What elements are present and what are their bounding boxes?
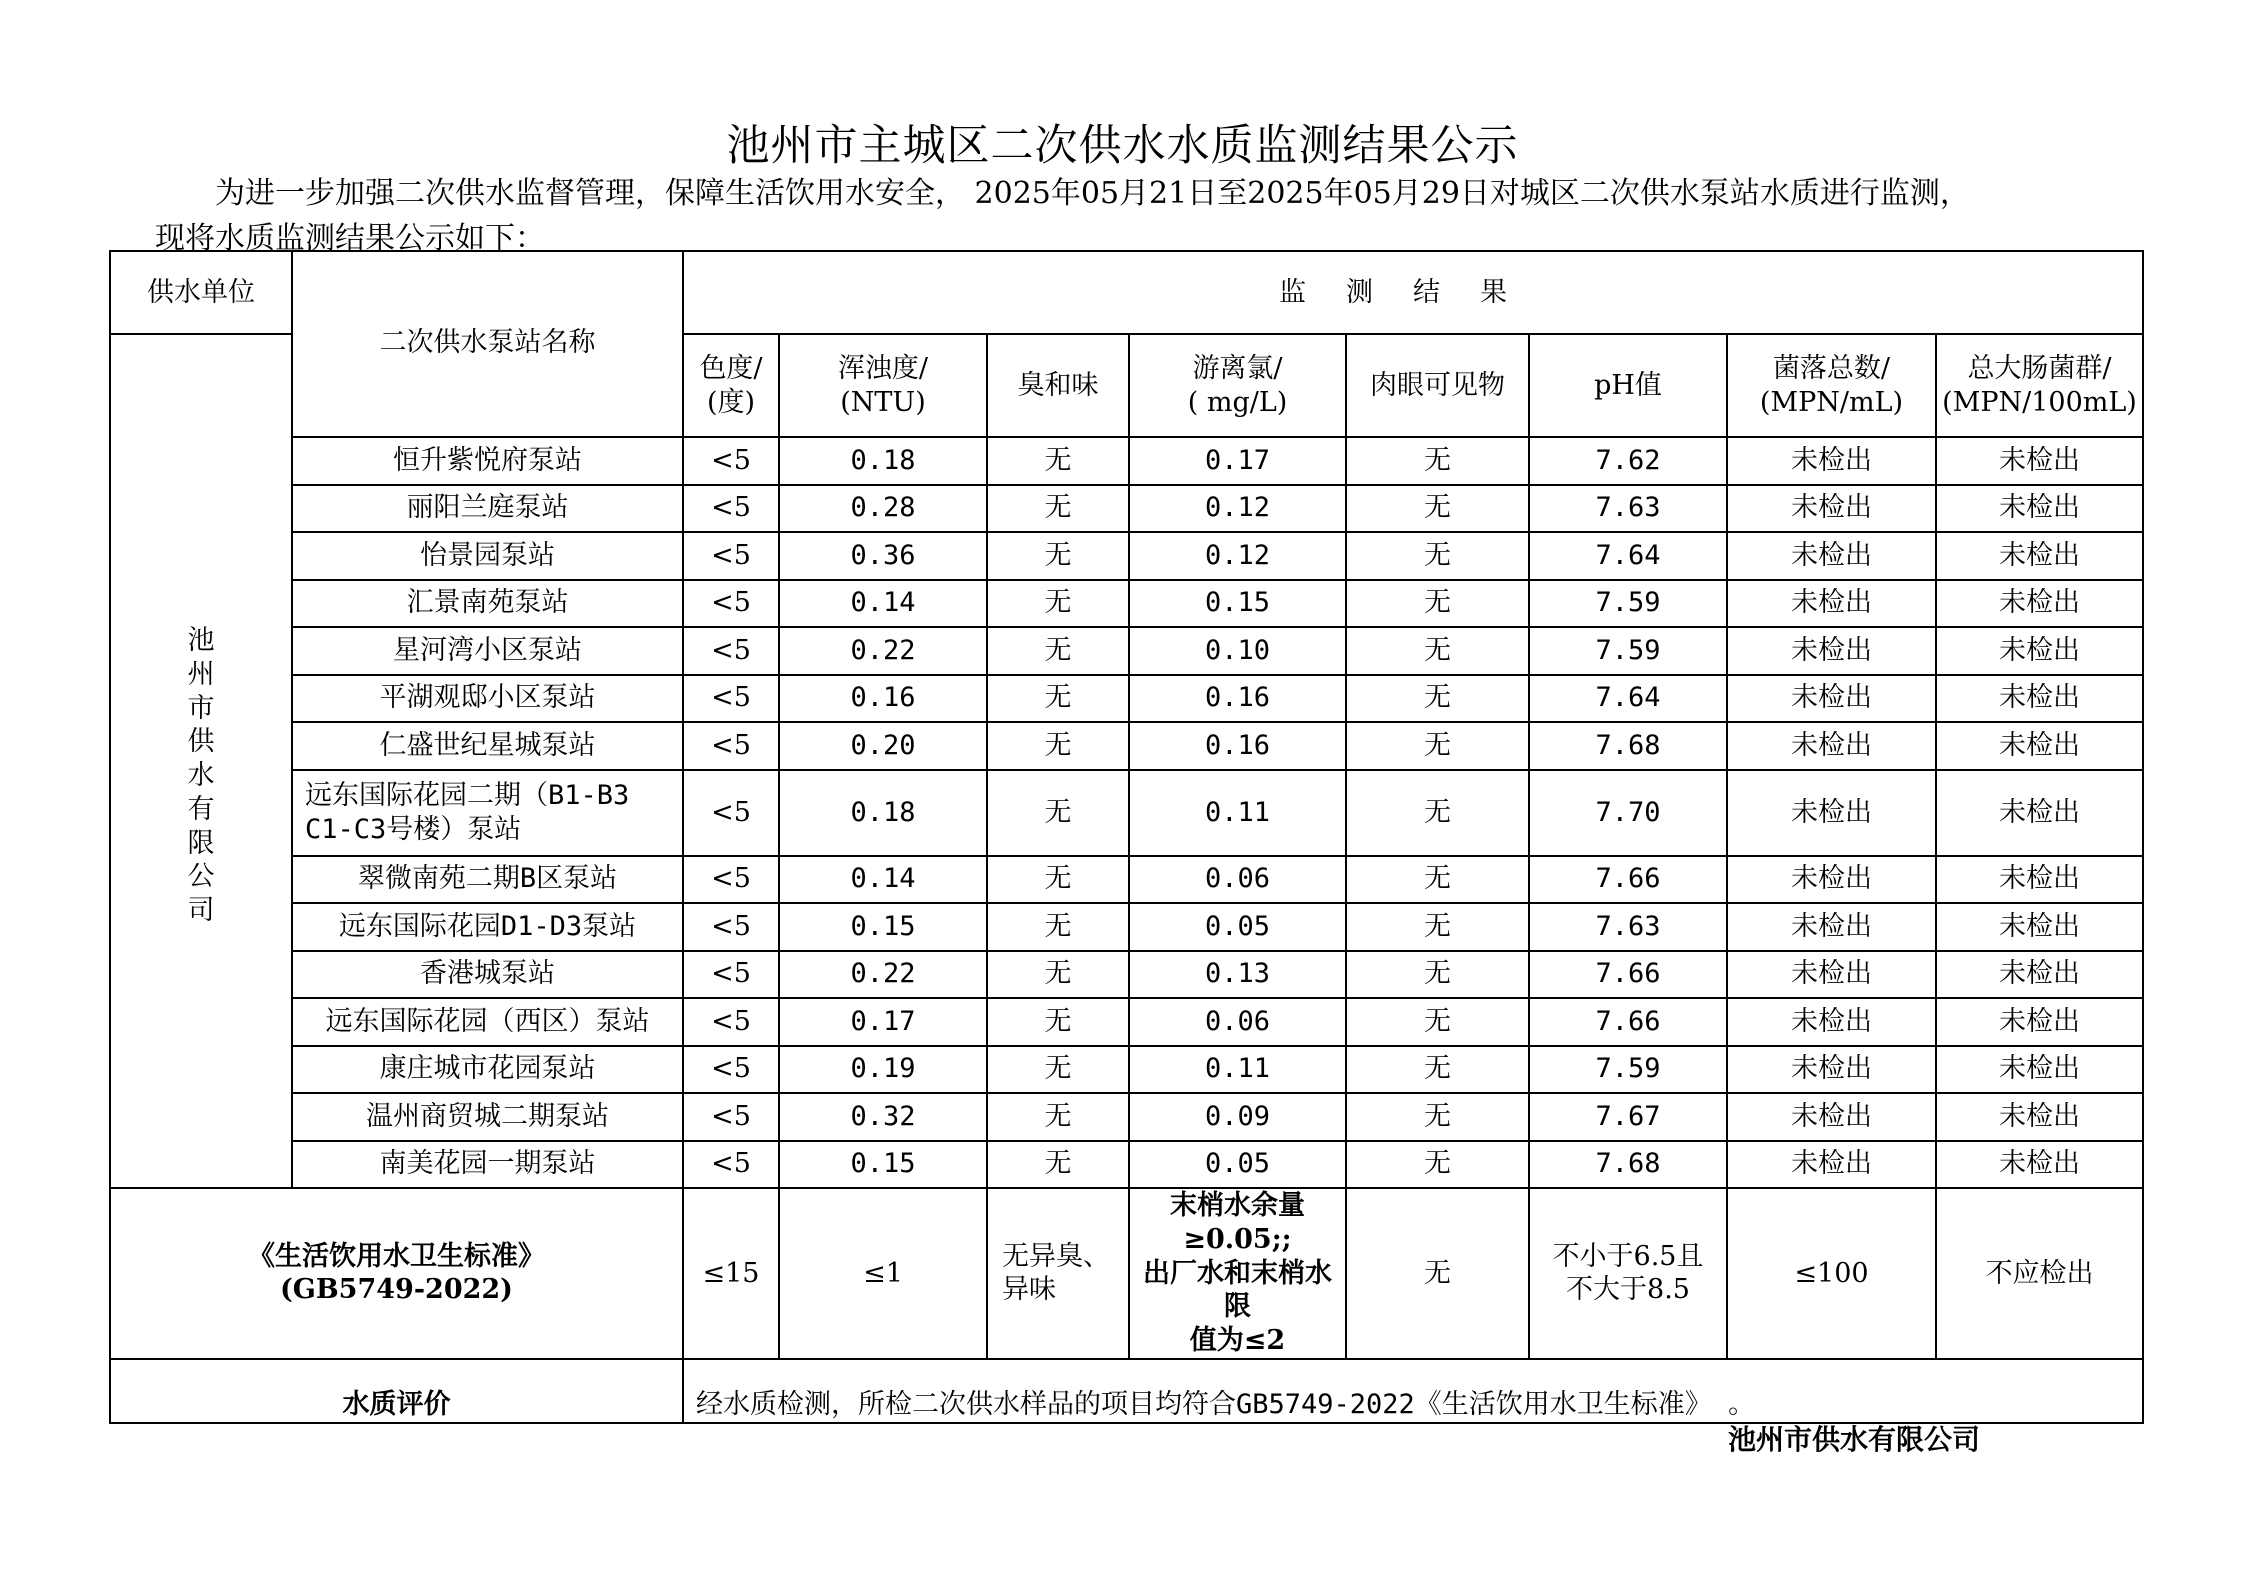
cell-visible: 无 (1346, 722, 1529, 770)
cell-chlorine: 0.13 (1129, 951, 1346, 999)
cell-turbidity: 0.17 (779, 998, 987, 1046)
cell-chlorine: 0.10 (1129, 627, 1346, 675)
cell-odor: 无 (987, 532, 1129, 580)
cell-chlorine: 0.09 (1129, 1093, 1346, 1141)
standard-chlorine-line: 末梢水余量≥0.05;; (1170, 1190, 1305, 1255)
cell-turbidity: 0.18 (779, 437, 987, 485)
cell-color: <5 (683, 951, 779, 999)
station-name: 南美花园一期泵站 (292, 1141, 683, 1189)
cell-color: <5 (683, 627, 779, 675)
cell-visible: 无 (1346, 998, 1529, 1046)
cell-ph: 7.66 (1529, 951, 1727, 999)
cell-ph: 7.63 (1529, 903, 1727, 951)
cell-turbidity: 0.18 (779, 770, 987, 856)
column-header-unit: (度) (706, 386, 756, 418)
station-name: 远东国际花园（西区）泵站 (292, 998, 683, 1046)
cell-color: <5 (683, 437, 779, 485)
column-header-line: 浑浊度/ (837, 352, 929, 384)
cell-turbidity: 0.16 (779, 675, 987, 723)
cell-colony: 未检出 (1727, 856, 1936, 904)
cell-ph: 7.64 (1529, 675, 1727, 723)
cell-colony: 未检出 (1727, 580, 1936, 628)
cell-turbidity: 0.32 (779, 1093, 987, 1141)
station-name: 恒升紫悦府泵站 (292, 437, 683, 485)
column-header-unit: (MPN/100mL) (1942, 386, 2137, 418)
cell-coliform: 未检出 (1936, 856, 2143, 904)
table-row (110, 532, 2143, 580)
cell-color: <5 (683, 903, 779, 951)
cell-visible: 无 (1346, 675, 1529, 723)
cell-turbidity: 0.15 (779, 1141, 987, 1189)
station-name: 香港城泵站 (292, 951, 683, 999)
cell-visible: 无 (1346, 856, 1529, 904)
cell-colony: 未检出 (1727, 437, 1936, 485)
cell-colony: 未检出 (1727, 951, 1936, 999)
header-station-name: 二次供水泵站名称 (292, 251, 683, 437)
cell-ph: 7.59 (1529, 580, 1727, 628)
cell-colony: 未检出 (1727, 485, 1936, 533)
table-row (110, 1093, 2143, 1141)
table-row (110, 856, 2143, 904)
station-name: 仁盛世纪星城泵站 (292, 722, 683, 770)
standard-chlorine-line: 出厂水和末梢水 限 (1143, 1257, 1332, 1323)
standard-coliform: 不应检出 (1936, 1188, 2143, 1359)
cell-color: <5 (683, 1046, 779, 1094)
cell-chlorine: 0.11 (1129, 1046, 1346, 1094)
cell-coliform: 未检出 (1936, 675, 2143, 723)
cell-chlorine: 0.11 (1129, 770, 1346, 856)
table-row (110, 1046, 2143, 1094)
cell-chlorine: 0.05 (1129, 1141, 1346, 1189)
cell-odor: 无 (987, 437, 1129, 485)
cell-ph: 7.67 (1529, 1093, 1727, 1141)
station-name: 星河湾小区泵站 (292, 627, 683, 675)
cell-colony: 未检出 (1727, 675, 1936, 723)
standard-odor-line: 异味 (1002, 1274, 1056, 1306)
cell-color: <5 (683, 580, 779, 628)
station-name: 温州商贸城二期泵站 (292, 1093, 683, 1141)
cell-colony: 未检出 (1727, 627, 1936, 675)
table-row (110, 627, 2143, 675)
page-title: 池州市主城区二次供水水质监测结果公示 (726, 121, 1519, 171)
standard-ph-line: 不大于8.5 (1566, 1274, 1690, 1306)
cell-visible: 无 (1346, 532, 1529, 580)
column-header-unit: (NTU) (840, 386, 926, 418)
column-header (683, 334, 779, 437)
column-header-line: 色度/ (699, 352, 763, 384)
cell-visible: 无 (1346, 437, 1529, 485)
supply-unit-text: 池州市供水有限公司 (187, 625, 215, 927)
cell-ph: 7.64 (1529, 532, 1727, 580)
cell-turbidity: 0.20 (779, 722, 987, 770)
evaluation-text: 经水质检测，所检二次供水样品的项目均符合GB5749-2022《生活饮用水卫生标准》 。 (683, 1359, 2143, 1423)
station-name-line: C1-C3号楼）泵站 (305, 813, 522, 845)
table-row (110, 770, 2143, 856)
cell-color: <5 (683, 675, 779, 723)
cell-chlorine: 0.15 (1129, 580, 1346, 628)
cell-coliform: 未检出 (1936, 998, 2143, 1046)
cell-ph: 7.66 (1529, 998, 1727, 1046)
cell-chlorine: 0.16 (1129, 722, 1346, 770)
cell-turbidity: 0.19 (779, 1046, 987, 1094)
results-table (109, 250, 2144, 1424)
column-header (987, 334, 1129, 437)
standard-chlorine-line: 值为≤2 (1189, 1325, 1286, 1356)
cell-ph: 7.70 (1529, 770, 1727, 856)
column-header (1727, 334, 1936, 437)
cell-odor: 无 (987, 903, 1129, 951)
cell-odor: 无 (987, 856, 1129, 904)
cell-odor: 无 (987, 1141, 1129, 1189)
cell-coliform: 未检出 (1936, 532, 2143, 580)
station-name (292, 770, 683, 856)
cell-chlorine: 0.16 (1129, 675, 1346, 723)
cell-coliform: 未检出 (1936, 627, 2143, 675)
column-header-line: 肉眼可见物 (1370, 369, 1505, 401)
cell-color: <5 (683, 770, 779, 856)
cell-coliform: 未检出 (1936, 1141, 2143, 1189)
cell-odor: 无 (987, 485, 1129, 533)
cell-odor: 无 (987, 580, 1129, 628)
column-header (1346, 334, 1529, 437)
cell-ph: 7.59 (1529, 1046, 1727, 1094)
standard-odor (987, 1188, 1129, 1359)
standard-visible: 无 (1346, 1188, 1529, 1359)
cell-ph: 7.63 (1529, 485, 1727, 533)
cell-ph: 7.68 (1529, 1141, 1727, 1189)
table-row (110, 998, 2143, 1046)
cell-turbidity: 0.22 (779, 951, 987, 999)
table-row (110, 437, 2143, 485)
station-name: 怡景园泵站 (292, 532, 683, 580)
column-header (1529, 334, 1727, 437)
cell-odor: 无 (987, 998, 1129, 1046)
cell-turbidity: 0.28 (779, 485, 987, 533)
cell-chlorine: 0.12 (1129, 532, 1346, 580)
standard-row (110, 1188, 2143, 1359)
cell-colony: 未检出 (1727, 903, 1936, 951)
cell-colony: 未检出 (1727, 722, 1936, 770)
cell-turbidity: 0.14 (779, 580, 987, 628)
cell-ph: 7.62 (1529, 437, 1727, 485)
column-header-line: 总大肠菌群/ (1967, 352, 2112, 384)
cell-coliform: 未检出 (1936, 580, 2143, 628)
cell-turbidity: 0.36 (779, 532, 987, 580)
column-header-unit: ( mg/L) (1187, 386, 1288, 418)
table-row (110, 580, 2143, 628)
cell-chlorine: 0.05 (1129, 903, 1346, 951)
cell-ph: 7.66 (1529, 856, 1727, 904)
cell-chlorine: 0.06 (1129, 856, 1346, 904)
cell-color: <5 (683, 485, 779, 533)
cell-turbidity: 0.22 (779, 627, 987, 675)
column-header-line: 臭和味 (1017, 369, 1099, 401)
cell-coliform: 未检出 (1936, 1046, 2143, 1094)
cell-visible: 无 (1346, 1141, 1529, 1189)
standard-label-line: 《生活饮用水卫生标准》 (248, 1240, 545, 1272)
cell-turbidity: 0.14 (779, 856, 987, 904)
cell-visible: 无 (1346, 770, 1529, 856)
cell-colony: 未检出 (1727, 770, 1936, 856)
column-header-line: 游离氯/ (1192, 352, 1283, 384)
standard-color: ≤15 (683, 1188, 779, 1359)
column-header (779, 334, 987, 437)
table-row (110, 675, 2143, 723)
cell-visible: 无 (1346, 1093, 1529, 1141)
table-row (110, 951, 2143, 999)
cell-visible: 无 (1346, 903, 1529, 951)
station-name-line: 远东国际花园二期（B1-B3 (305, 779, 630, 811)
column-header (1129, 334, 1346, 437)
evaluation-row (110, 1359, 2143, 1423)
cell-visible: 无 (1346, 580, 1529, 628)
cell-colony: 未检出 (1727, 998, 1936, 1046)
cell-odor: 无 (987, 951, 1129, 999)
table-row (110, 485, 2143, 533)
cell-visible: 无 (1346, 485, 1529, 533)
cell-coliform: 未检出 (1936, 437, 2143, 485)
cell-coliform: 未检出 (1936, 722, 2143, 770)
cell-odor: 无 (987, 627, 1129, 675)
cell-color: <5 (683, 722, 779, 770)
cell-color: <5 (683, 1093, 779, 1141)
cell-color: <5 (683, 1141, 779, 1189)
cell-visible: 无 (1346, 951, 1529, 999)
cell-coliform: 未检出 (1936, 485, 2143, 533)
cell-ph: 7.59 (1529, 627, 1727, 675)
cell-odor: 无 (987, 1093, 1129, 1141)
cell-colony: 未检出 (1727, 1141, 1936, 1189)
standard-label (110, 1188, 683, 1359)
cell-odor: 无 (987, 770, 1129, 856)
column-header-line: pH值 (1594, 369, 1662, 401)
table-row (110, 903, 2143, 951)
supply-unit-name (110, 334, 292, 1188)
signature: 池州市供水有限公司 (1728, 1423, 1981, 1456)
station-name: 汇景南苑泵站 (292, 580, 683, 628)
standard-odor-line: 无异臭、 (1002, 1240, 1110, 1272)
station-name: 康庄城市花园泵站 (292, 1046, 683, 1094)
table-row (110, 1141, 2143, 1189)
standard-label-line: (GB5749-2022) (280, 1274, 513, 1306)
standard-ph-line: 不小于6.5且 (1552, 1240, 1704, 1272)
header-monitoring-results: 监测结果 (683, 251, 2143, 334)
column-header-line: 菌落总数/ (1772, 352, 1891, 384)
evaluation-label: 水质评价 (110, 1359, 683, 1423)
column-header (1936, 334, 2143, 437)
cell-color: <5 (683, 998, 779, 1046)
cell-chlorine: 0.12 (1129, 485, 1346, 533)
standard-turbidity: ≤1 (779, 1188, 987, 1359)
table-row (110, 722, 2143, 770)
cell-coliform: 未检出 (1936, 903, 2143, 951)
cell-odor: 无 (987, 1046, 1129, 1094)
column-header-unit: (MPN/mL) (1759, 386, 1904, 418)
cell-color: <5 (683, 532, 779, 580)
station-name: 丽阳兰庭泵站 (292, 485, 683, 533)
station-name: 平湖观邸小区泵站 (292, 675, 683, 723)
cell-turbidity: 0.15 (779, 903, 987, 951)
cell-coliform: 未检出 (1936, 770, 2143, 856)
standard-chlorine (1129, 1188, 1346, 1359)
cell-visible: 无 (1346, 627, 1529, 675)
cell-coliform: 未检出 (1936, 951, 2143, 999)
intro-line-1: 为进一步加强二次供水监督管理，保障生活饮用水安全， 2025年05月21日至2025年05月29日对城区二次供水泵站水质进行监测， (215, 176, 1970, 211)
intro-line-2: 现将水质监测结果公示如下： (155, 221, 545, 256)
header-supply-unit: 供水单位 (110, 251, 292, 334)
standard-colony: ≤100 (1727, 1188, 1936, 1359)
cell-color: <5 (683, 856, 779, 904)
cell-odor: 无 (987, 675, 1129, 723)
station-name: 翠微南苑二期B区泵站 (292, 856, 683, 904)
cell-chlorine: 0.17 (1129, 437, 1346, 485)
cell-colony: 未检出 (1727, 1093, 1936, 1141)
cell-chlorine: 0.06 (1129, 998, 1346, 1046)
station-name: 远东国际花园D1-D3泵站 (292, 903, 683, 951)
cell-visible: 无 (1346, 1046, 1529, 1094)
cell-odor: 无 (987, 722, 1129, 770)
cell-colony: 未检出 (1727, 532, 1936, 580)
cell-colony: 未检出 (1727, 1046, 1936, 1094)
cell-coliform: 未检出 (1936, 1093, 2143, 1141)
cell-ph: 7.68 (1529, 722, 1727, 770)
standard-ph (1529, 1188, 1727, 1359)
